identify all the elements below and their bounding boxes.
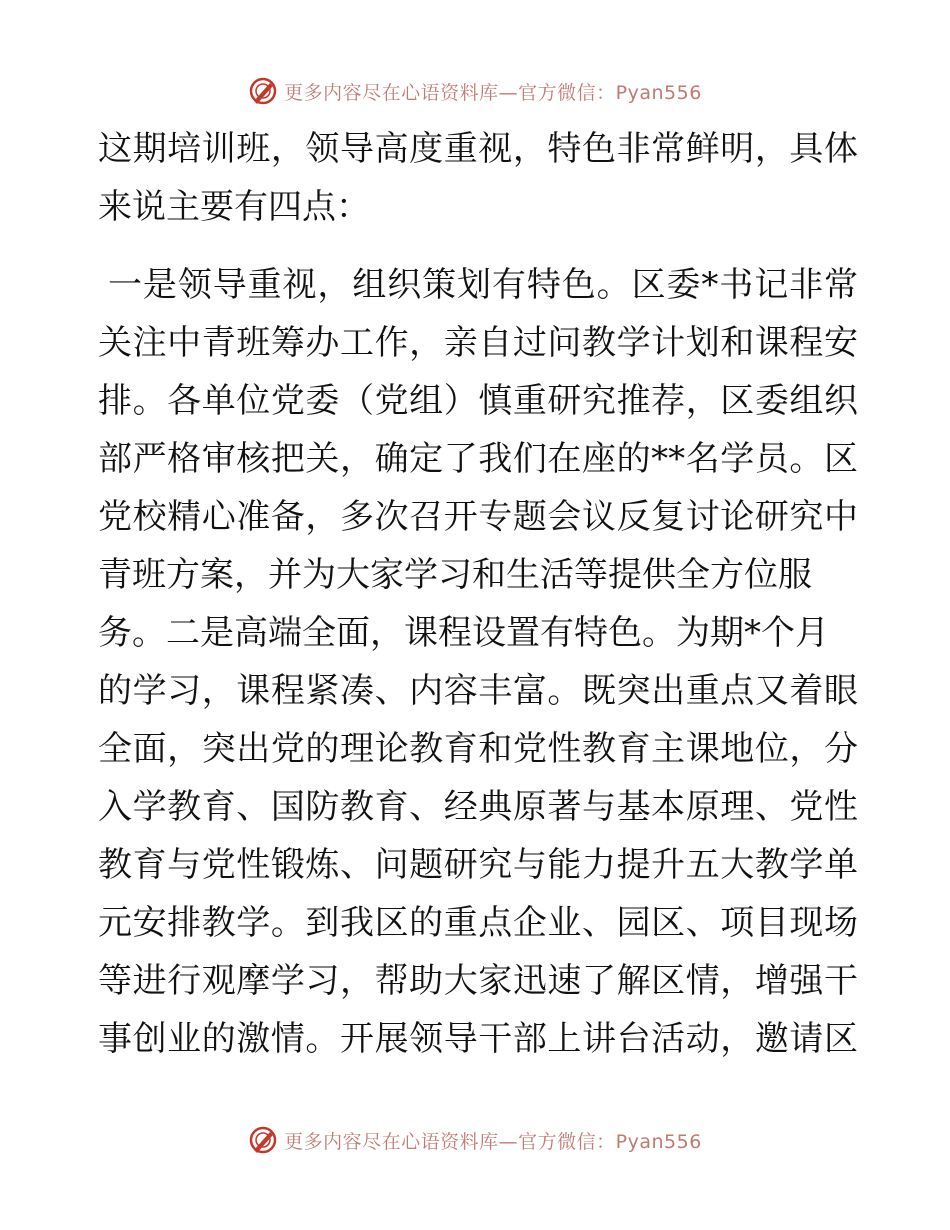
text-line: 青班方案，并为大家学习和生活等提供全方位服: [98, 555, 812, 595]
text-line: 来说主要有四点：: [98, 187, 370, 227]
text-line: 的学习，课程紧凑、内容丰富。既突出重点又着眼: [98, 671, 858, 711]
red-pen-circle-logo-icon: [248, 76, 278, 106]
text-line: 这期培训班，领导高度重视，特色非常鲜明，具体: [98, 129, 858, 169]
document-body: [98, 120, 858, 1068]
text-line: 部严格审核把关，确定了我们在座的**名学员。区: [98, 439, 858, 479]
text-line: 党校精心准备，多次召开专题会议反复讨论研究中: [98, 497, 858, 537]
text-line: 排。各单位党委（党组）慎重研究推荐，区委组织: [98, 381, 858, 421]
text-line: 全面，突出党的理论教育和党性教育主课地位，分: [98, 729, 858, 769]
footer-watermark: [0, 1120, 950, 1160]
watermark-text: 更多内容尽在心语资料库—官方微信：Pyan556: [284, 1130, 702, 1153]
text-line: 入学教育、国防教育、经典原著与基本原理、党性: [98, 787, 858, 827]
text-line: 事创业的激情。开展领导干部上讲台活动，邀请区: [98, 1019, 858, 1059]
text-line: 一是领导重视，组织策划有特色。区委*书记非常: [108, 265, 858, 305]
text-line: 关注中青班筹办工作，亲自过问教学计划和课程安: [98, 323, 858, 363]
text-line: 务。二是高端全面，课程设置有特色。为期*个月: [98, 613, 829, 653]
text-line: 教育与党性锻炼、问题研究与能力提升五大教学单: [98, 845, 858, 885]
text-line: 元安排教学。到我区的重点企业、园区、项目现场: [98, 903, 858, 943]
watermark-text: 更多内容尽在心语资料库—官方微信：Pyan556: [284, 81, 702, 104]
red-pen-circle-logo-icon: [248, 1125, 278, 1155]
header-watermark: [0, 71, 950, 111]
text-line: 等进行观摩学习，帮助大家迅速了解区情，增强干: [98, 961, 858, 1001]
